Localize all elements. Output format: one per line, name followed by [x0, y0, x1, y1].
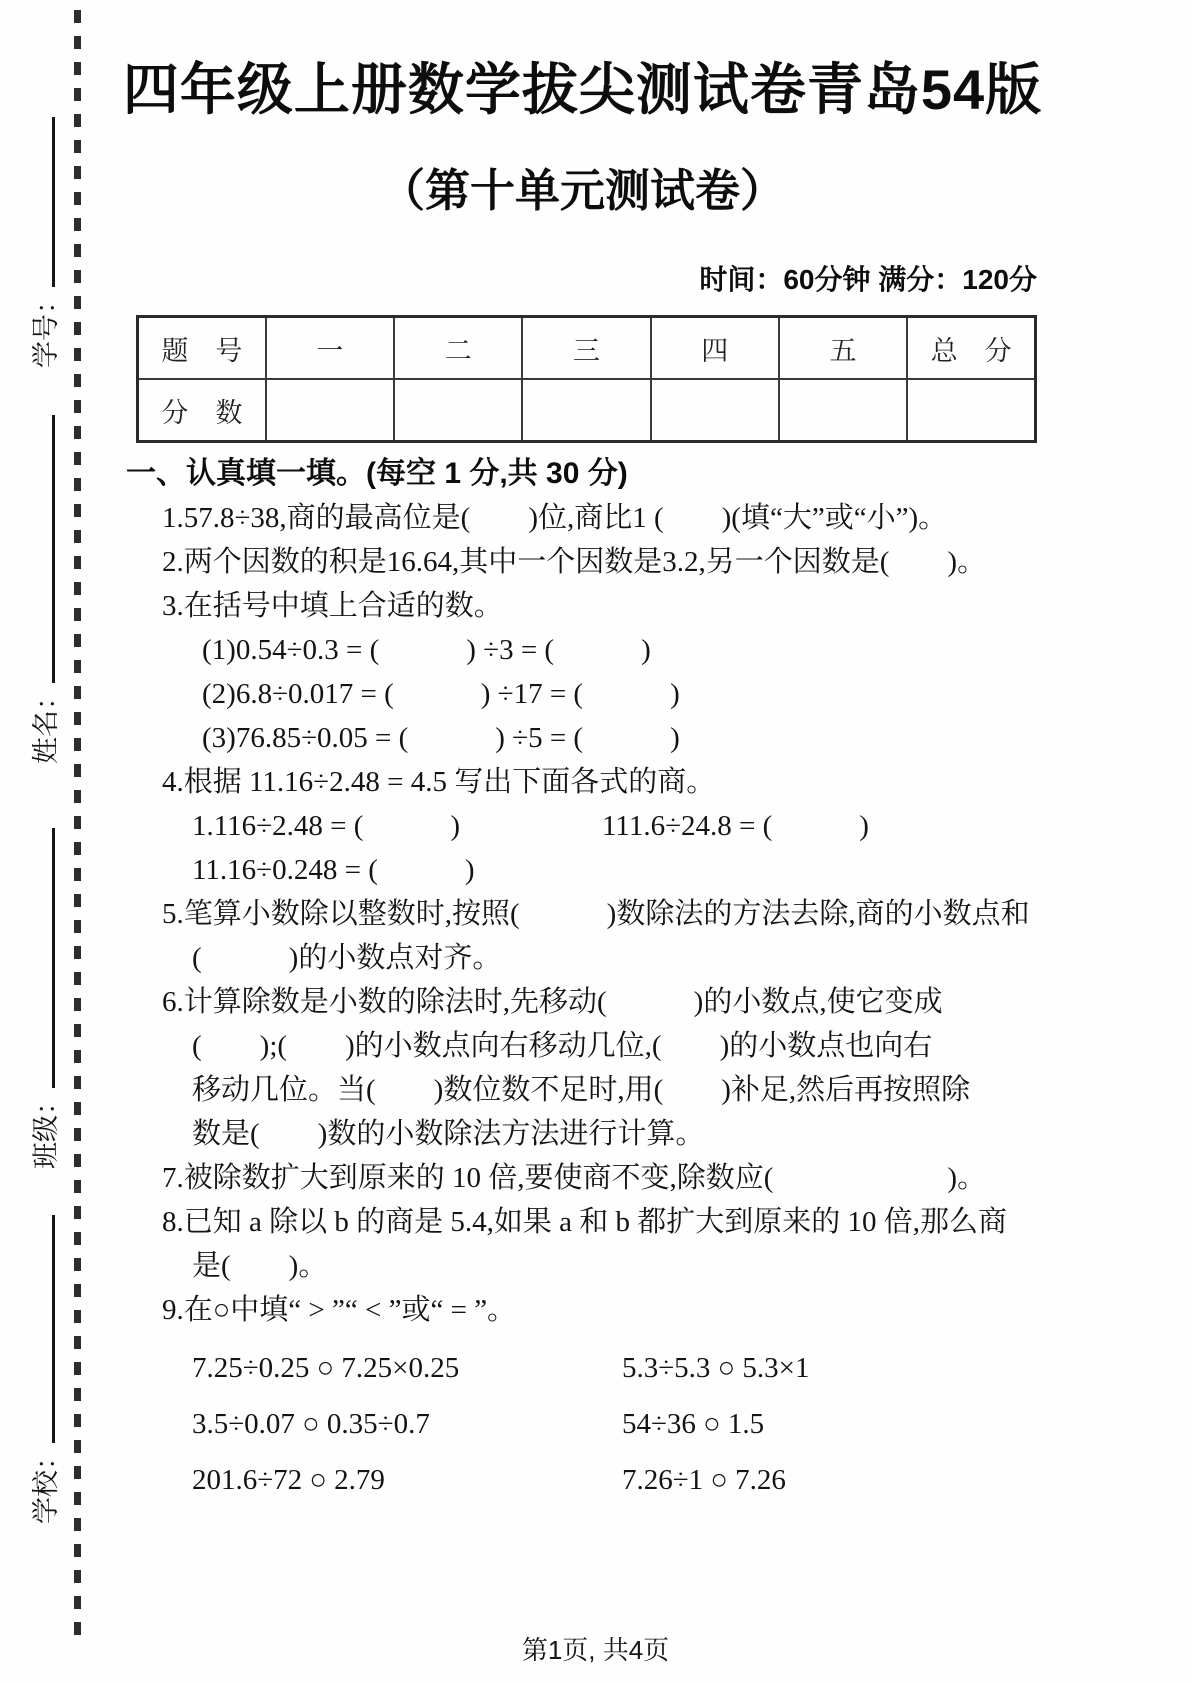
question-3: 3.在括号中填上合适的数。	[162, 590, 503, 622]
score-cell-empty	[394, 379, 522, 442]
question-3-item-1: (1)0.54÷0.3 = ( ) ÷3 = ( )	[202, 634, 651, 666]
score-table-cell-total: 总 分	[907, 317, 1035, 380]
score-table	[136, 315, 1037, 443]
question-4-expression-right: 111.6÷24.8 = ( )	[602, 810, 869, 842]
question-4-row	[192, 804, 1058, 848]
question-3-item-3: (3)76.85÷0.05 = ( ) ÷5 = ( )	[202, 722, 680, 754]
binding-dashed-line	[74, 10, 81, 1640]
compare-expression: 54÷36 ○ 1.5	[622, 1408, 765, 1440]
question-7: 7.被除数扩大到原来的 10 倍,要使商不变,除数应( )。	[162, 1162, 987, 1194]
sidebar-field-name	[24, 415, 84, 764]
student-number-label: 学号：	[31, 287, 61, 368]
compare-expression: 3.5÷0.07 ○ 0.35÷0.7	[192, 1408, 430, 1440]
question-9-row-2	[192, 1402, 1058, 1446]
compare-expression: 5.3÷5.3 ○ 5.3×1	[622, 1352, 810, 1384]
question-4-expression-left: 1.116÷2.48 = ( )	[192, 810, 461, 842]
question-2: 2.两个因数的积是16.64,其中一个因数是3.2,另一个因数是( )。	[162, 546, 987, 578]
question-9: 9.在○中填“ > ”“ < ”或“ = ”。	[162, 1294, 517, 1326]
compare-expression: 7.25÷0.25 ○ 7.25×0.25	[192, 1352, 460, 1384]
question-4: 4.根据 11.16÷2.48 = 4.5 写出下面各式的商。	[162, 766, 716, 798]
score-table-score-row	[138, 379, 1036, 442]
question-3-item-2: (2)6.8÷0.017 = ( ) ÷17 = ( )	[202, 678, 680, 710]
question-6-line-1: 6.计算除数是小数的除法时,先移动( )的小数点,使它变成	[162, 986, 943, 1018]
score-cell-empty	[907, 379, 1035, 442]
question-6-line-2: ( );( )的小数点向右移动几位,( )的小数点也向右	[192, 1030, 933, 1062]
score-table-cell-five: 五	[779, 317, 907, 380]
class-blank	[26, 828, 55, 1088]
question-9-row-3	[192, 1458, 1058, 1502]
exam-subtitle: （第十单元测试卷）	[379, 165, 785, 216]
compare-expression: 7.26÷1 ○ 7.26	[622, 1464, 786, 1496]
section-one-heading: 一、认真填一填。(每空 1 分,共 30 分)	[126, 457, 628, 490]
school-label: 学校：	[31, 1443, 61, 1524]
score-table-header-row	[138, 317, 1036, 380]
name-blank	[26, 415, 55, 683]
score-table-cell-four: 四	[651, 317, 779, 380]
score-table-cell-label: 题 号	[138, 317, 266, 380]
question-6-line-3: 移动几位。当( )数位数不足时,用( )补足,然后再按照除	[192, 1074, 971, 1106]
question-5-line-2: ( )的小数点对齐。	[192, 942, 502, 974]
section-one-questions	[128, 496, 1058, 1502]
question-8-line-2: 是( )。	[192, 1250, 328, 1282]
page-number: 第1页, 共4页	[521, 1635, 670, 1665]
score-cell-empty	[266, 379, 394, 442]
sidebar-field-student-number	[24, 117, 84, 368]
compare-expression: 201.6÷72 ○ 2.79	[192, 1464, 385, 1496]
question-6-line-4: 数是( )数的小数除法方法进行计算。	[192, 1118, 705, 1150]
score-cell-empty	[779, 379, 907, 442]
exam-title: 四年级上册数学拔尖测试卷青岛54版	[122, 58, 1043, 121]
score-row-label: 分 数	[138, 379, 266, 442]
score-table-cell-one: 一	[266, 317, 394, 380]
class-label: 班级：	[31, 1088, 61, 1169]
sidebar-field-school	[24, 1215, 84, 1524]
score-cell-empty	[522, 379, 650, 442]
question-8-line-1: 8.已知 a 除以 b 的商是 5.4,如果 a 和 b 都扩大到原来的 10 倍,那么商	[162, 1206, 1007, 1238]
student-number-blank	[26, 117, 55, 287]
score-cell-empty	[651, 379, 779, 442]
question-1: 1.57.8÷38,商的最高位是( )位,商比1 ( )(填“大”或“小”)。	[162, 502, 948, 534]
question-5-line-1: 5.笔算小数除以整数时,按照( )数除法的方法去除,商的小数点和	[162, 898, 1030, 930]
time-and-score-info: 时间：60分钟 满分：120分	[699, 264, 1037, 295]
question-9-row-1	[192, 1346, 1058, 1390]
school-blank	[26, 1215, 55, 1443]
question-4-expression-3: 11.16÷0.248 = ( )	[192, 854, 475, 886]
score-table-cell-two: 二	[394, 317, 522, 380]
name-label: 姓名：	[31, 683, 61, 764]
sidebar-field-class	[24, 828, 84, 1169]
score-table-cell-three: 三	[522, 317, 650, 380]
